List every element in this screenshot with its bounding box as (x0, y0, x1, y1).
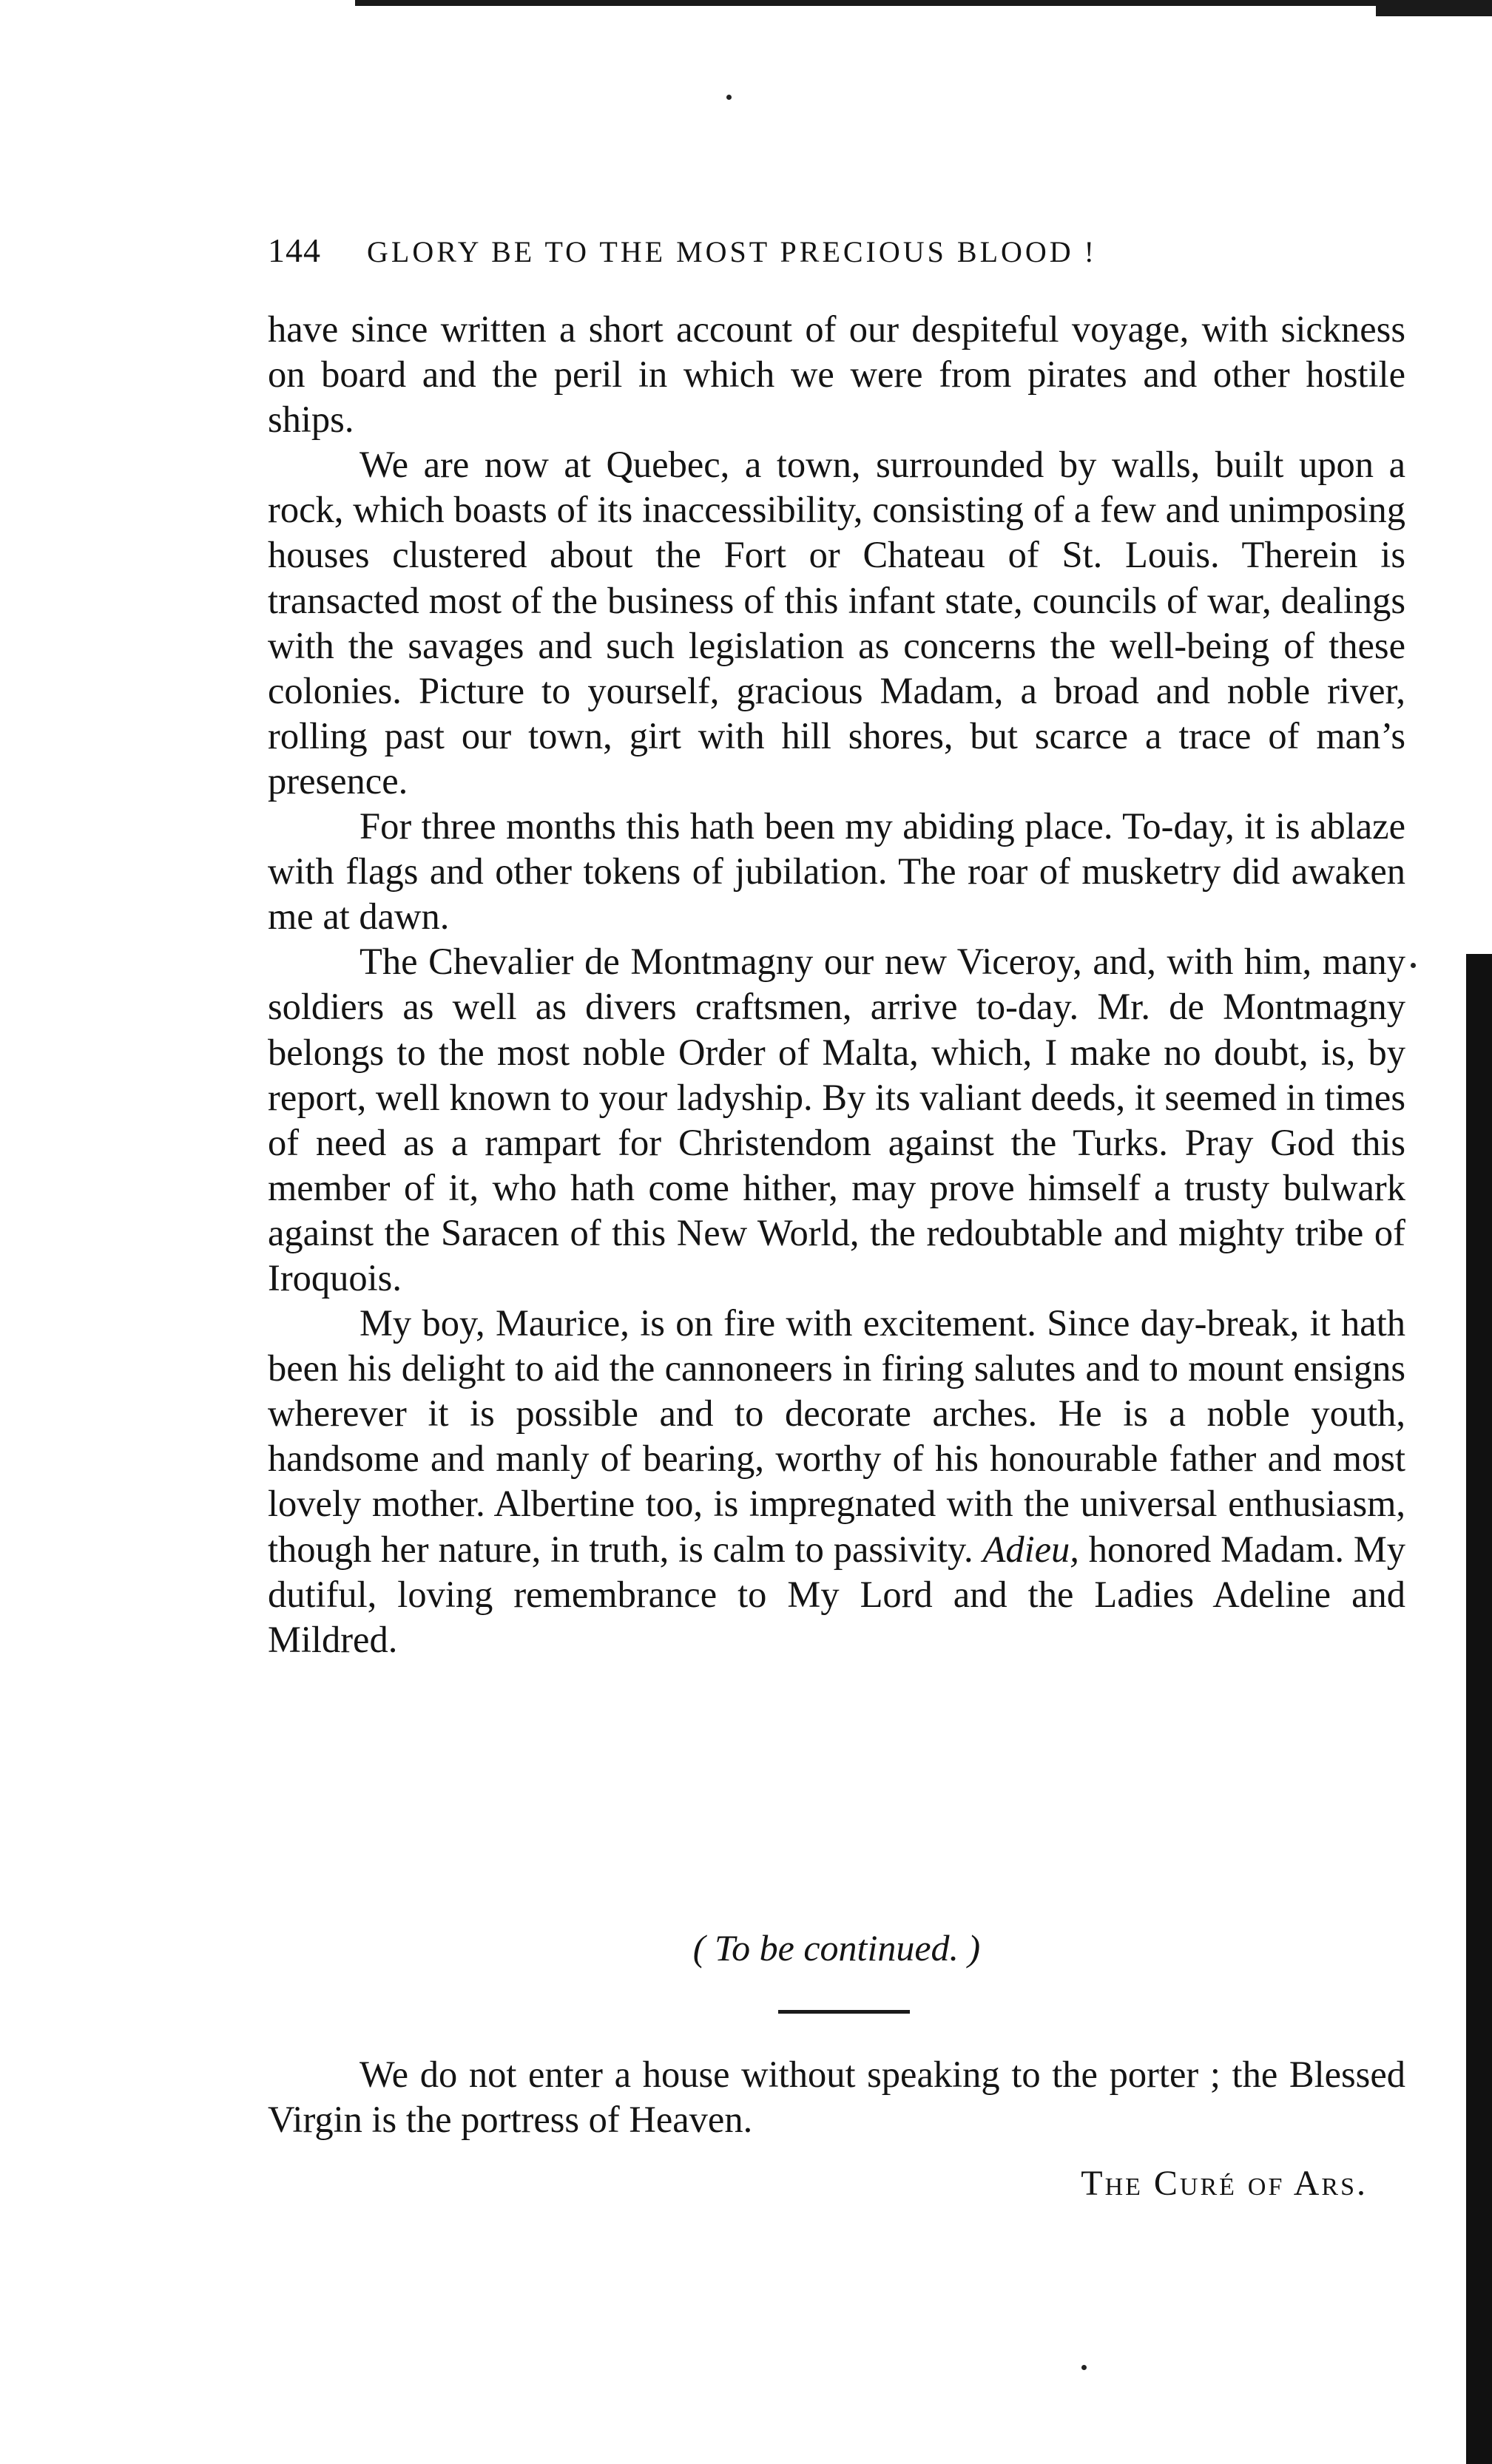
paragraph (268, 1301, 1405, 1662)
section-separator (778, 2010, 910, 2014)
page-edge-shadow (1466, 954, 1492, 2464)
page-number: 144 (268, 231, 321, 269)
paragraph: have since written a short account of our despiteful voyage, with sickness on board and the peril in which we were from pirates and other hostile ships. (268, 308, 1405, 441)
quote-text: We do not enter a house without speaking to the porter ; the Blessed Virgin is the portress of Heaven. (268, 2054, 1405, 2141)
scan-speck (1411, 963, 1416, 968)
paragraph-text: honored Madam. My dutiful, loving remembrance to My Lord and the Ladies Adeline and Mildred. (268, 1528, 1406, 1660)
top-border-rule (355, 0, 1492, 6)
paragraph-text: My boy, Maurice, is on fire with excitement. Since day-break, it hath been his delight to aid the cannoneers in firing salutes and to mount ensigns wherever it is possible and to decorate arches. He is a noble youth, handsome and manly of bearing, worthy of his honourable father and most lovely mother. Albertine too, is impregnated with the universal enthusiasm, though her nature, in truth, is calm to passivity. (268, 1302, 1405, 1570)
quote-block (268, 2052, 1405, 2142)
top-border-shadow (1376, 0, 1492, 16)
running-title: GLORY BE TO THE MOST PRECIOUS BLOOD ! (367, 235, 1097, 268)
paragraph: The Chevalier de Montmagny our new Viceroy, and, with him, many soldiers as well as divers craftsmen, arrive to-day. Mr. de Montmagny belongs to the most noble Order of Malta, which, I make no doubt, is, by report, well known to your ladyship. By its valiant deeds, it seemed in times of need as a rampart for Christendom against the Turks. Pray God this member of it, who hath come hither, may prove himself a trusty bulwark against the Saracen of this New World, the redoubtable and mighty tribe of Iroquois. (268, 941, 1405, 1299)
scan-speck (1081, 2365, 1087, 2370)
paragraph: For three months this hath been my abiding place. To-day, it is ablaze with flags and other tokens of jubilation. The roar of musketry did awaken me at dawn. (268, 805, 1405, 938)
scan-speck (726, 95, 732, 100)
running-head (268, 231, 1407, 270)
to-be-continued-note: ( To be continued. ) (692, 1927, 981, 1969)
paragraph: We are now at Quebec, a town, surrounded by walls, built upon a rock, which boasts of its inaccessibility, consisting of a few and unimposing houses clustered about the Fort or Chateau of St. Louis. Therein is transacted most of the business of this infant state, councils of war, dealings with the savages and such legislation as concerns the well-being of these colonies. Picture to yourself, gracious Madam, a broad and noble river, rolling past our town, girt with hill shores, but scarce a trace of man’s presence. (268, 444, 1405, 802)
adieu-italic: Adieu, (982, 1528, 1079, 1570)
body-text (268, 307, 1405, 1662)
quote-attribution: The Curé of Ars. (1081, 2164, 1368, 2203)
